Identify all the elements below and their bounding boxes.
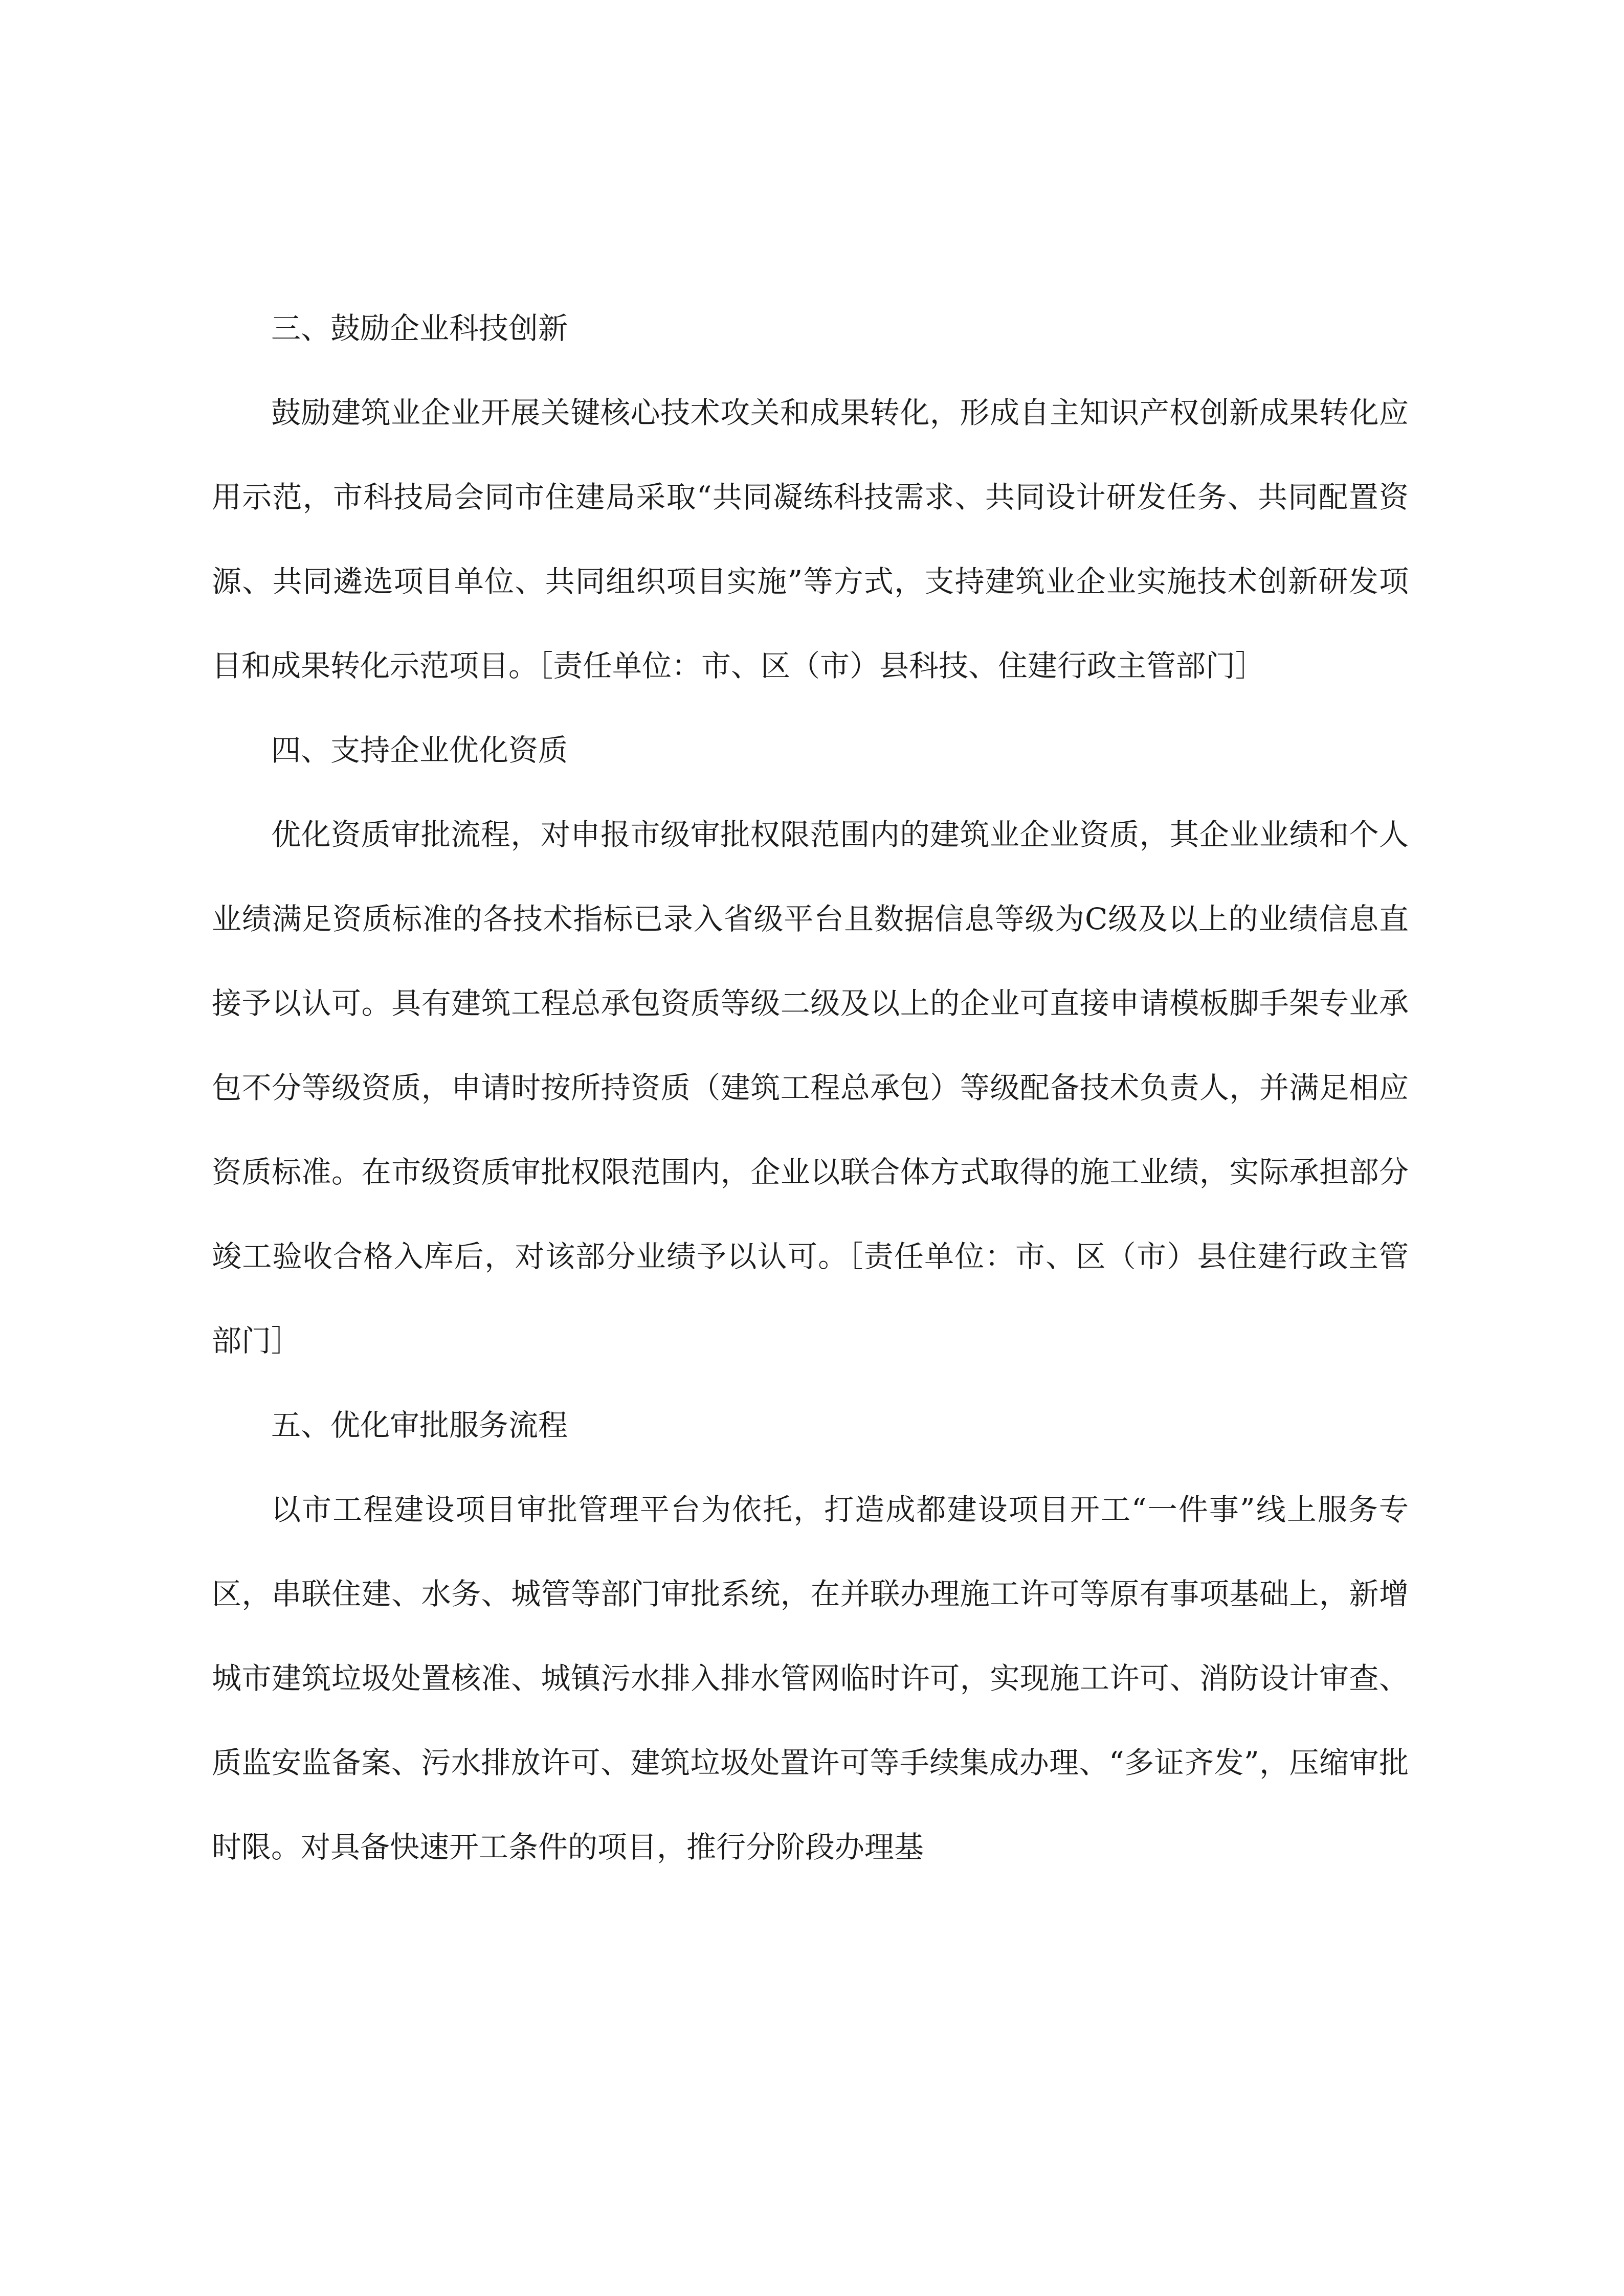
section-paragraph-5: 以市工程建设项目审批管理平台为依托，打造成都建设项目开工“一件事”线上服务专区，串联住建、水务、城管等部门审批系统，在并联办理施工许可等原有事项基础上，新增城市建筑垃圾处置核准、城镇污水排入排水管网临时许可，实现施工许可、消防设计审查、质监安监备案、污水排放许可、建筑垃圾处置许可等手续集成办理、“多证齐发”，压缩审批时限。对具备快速开工条件的项目，推行分阶段办理基	[212, 1492, 1409, 1864]
document-body	[212, 286, 1409, 1889]
section-paragraph-4: 优化资质审批流程，对申报市级审批权限范围内的建筑业企业资质，其企业业绩和个人业绩满足资质标准的各技术指标已录入省级平台且数据信息等级为C级及以上的业绩信息直接予以认可。具有建筑工程总承包资质等级二级及以上的企业可直接申请模板脚手架专业承包不分等级资质，申请时按所持资质（建筑工程总承包）等级配备技术负责人，并满足相应资质标准。在市级资质审批权限范围内，企业以联合体方式取得的施工业绩，实际承担部分竣工验收合格入库后，对该部分业绩予以认可。［责任单位：市、区（市）县住建行政主管部门］	[212, 817, 1409, 1358]
section-heading-3: 三、鼓励企业科技创新	[271, 311, 568, 346]
section-paragraph-3: 鼓励建筑业企业开展关键核心技术攻关和成果转化，形成自主知识产权创新成果转化应用示范，市科技局会同市住建局采取“共同凝练科技需求、共同设计研发任务、共同配置资源、共同遴选项目单位、共同组织项目实施”等方式，支持建筑业企业实施技术创新研发项目和成果转化示范项目。［责任单位：市、区（市）县科技、住建行政主管部门］	[212, 395, 1409, 683]
section-heading-5: 五、优化审批服务流程	[271, 1408, 568, 1443]
section-heading-4: 四、支持企业优化资质	[271, 733, 568, 768]
